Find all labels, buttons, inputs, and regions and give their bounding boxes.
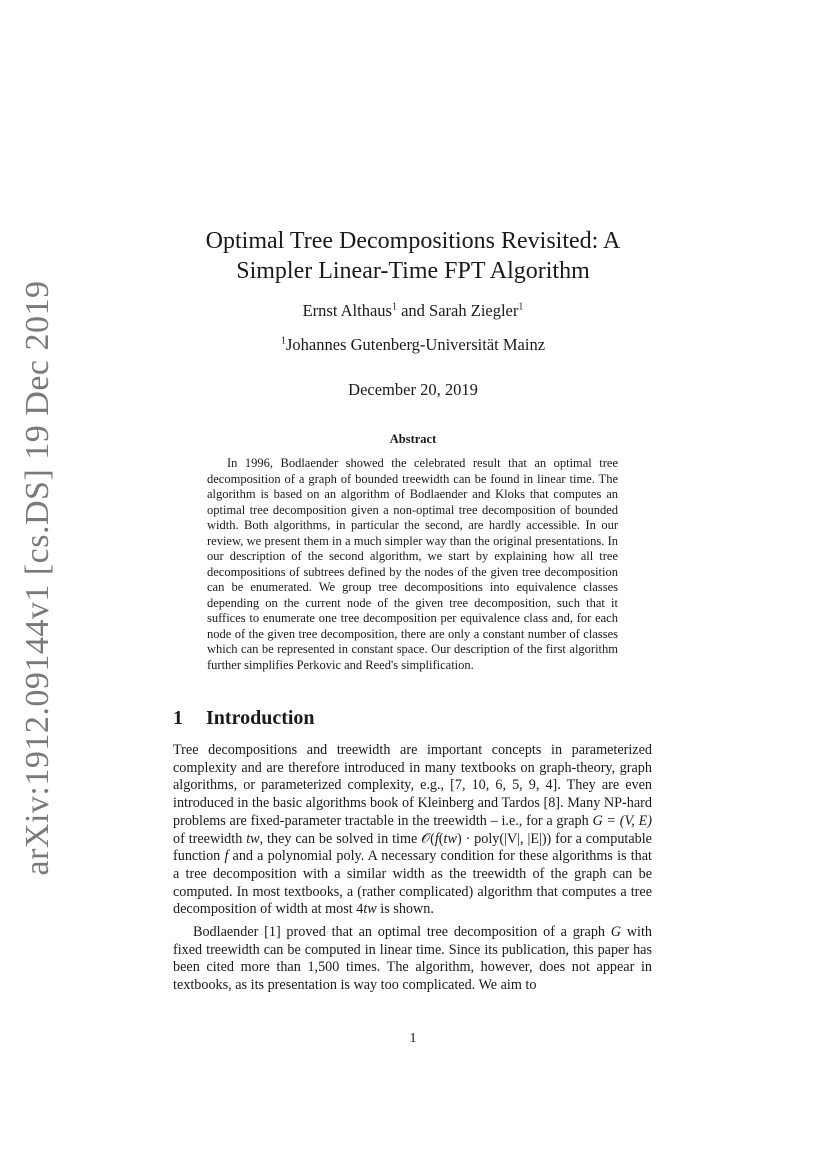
math-treewidth: tw: [363, 901, 377, 918]
text-run: is shown.: [376, 901, 434, 918]
affiliation-name: Johannes Gutenberg-Universität Mainz: [285, 335, 546, 354]
text-run: Tree decompositions and treewidth are important concepts in parameterized complexity and are therefore introduced in many textbooks on graph-theory, graph algorithms, or parameterized complexity, e.g., [7, 10, 6, 5, 9, 4]. They are even introduced in the basic algorithms book of Kleinberg and Tardos [8]. Many NP-hard problems are fixed-parameter tractable in the treewidth – i.e., for a graph: [173, 742, 652, 829]
title-line-2: Simpler Linear-Time FPT Algorithm: [236, 258, 590, 284]
math-function: f: [224, 848, 229, 865]
affiliation-marker: 1: [518, 301, 524, 313]
text-run: and a polynomial poly. A necessary condition for these algorithms is that a tree decomposition with a similar width as the treewidth of the graph can be computed. In most textbooks, a (rather complicated) algorithm that computes a tree decomposition of width at most 4: [173, 848, 652, 918]
text-run: with fixed treewidth can be computed in linear time. Since its publication, this paper has been cited more than 1,500 times. The algorithm, however, does not appear in textbooks, as its presentation is way too complicated. We aim to: [173, 924, 652, 994]
math-graph: G = (V, E): [592, 812, 652, 829]
affiliation-marker: 1: [391, 301, 397, 313]
author-name: Ernst Althaus: [302, 301, 392, 320]
arxiv-identifier-stamp: arXiv:1912.09144v1 [cs.DS] 19 Dec 2019: [19, 280, 56, 876]
text-run: (: [438, 830, 444, 847]
intro-paragraph-2: [173, 924, 652, 995]
paper-date: December 20, 2019: [348, 380, 478, 399]
affiliation: [170, 334, 656, 356]
math-function: f: [434, 830, 439, 847]
author-list: [170, 300, 656, 322]
section-number: 1: [173, 707, 183, 729]
math-treewidth: tw: [246, 830, 260, 847]
paper-title: [170, 226, 656, 286]
intro-paragraph-1: [173, 742, 652, 919]
text-run: Bodlaender [1] proved that an optimal tree decomposition of a graph: [193, 924, 611, 940]
author-name: Sarah Ziegler: [429, 301, 519, 320]
math-graph: G: [610, 924, 622, 940]
math-treewidth: tw: [443, 830, 457, 847]
affiliation-marker: 1: [280, 335, 286, 347]
section-title: Introduction: [206, 707, 315, 729]
section-heading: [173, 706, 315, 730]
text-run: , they can be solved in time 𝒪(: [259, 830, 435, 847]
title-line-1: Optimal Tree Decompositions Revisited: A: [205, 228, 621, 254]
author-separator: and: [401, 301, 425, 320]
text-run: ) · poly(|V|, |E|)) for a computable function: [173, 830, 652, 865]
abstract-heading: Abstract: [389, 432, 437, 446]
abstract-text: In 1996, Bodlaender showed the celebrated result that an optimal tree decomposition of a graph of bounded treewidth can be found in linear time. The algorithm is based on an algorithm of Bodlaender and Kloks that computes an optimal tree decomposition given a non-optimal tree decomposition of bounded width. Both algorithms, in particular the second, are hardly accessible. In our review, we present them in a much simpler way than the original presentations. In our description of the second algorithm, we start by explaining how all tree decompositions of subtrees defined by the nodes of the given tree decomposition can be enumerated. We group tree decompositions into equivalence classes depending on the current node of the given tree decomposition, such that it suffices to enumerate one tree decomposition per equivalence class and, for each node of the given tree decomposition, there are only a constant number of classes which can be represented in constant space. Our description of the first algorithm further simplifies Perkovic and Reed's simplification.: [207, 456, 618, 672]
page-number: 1: [409, 1031, 417, 1046]
text-run: of treewidth: [173, 830, 247, 847]
